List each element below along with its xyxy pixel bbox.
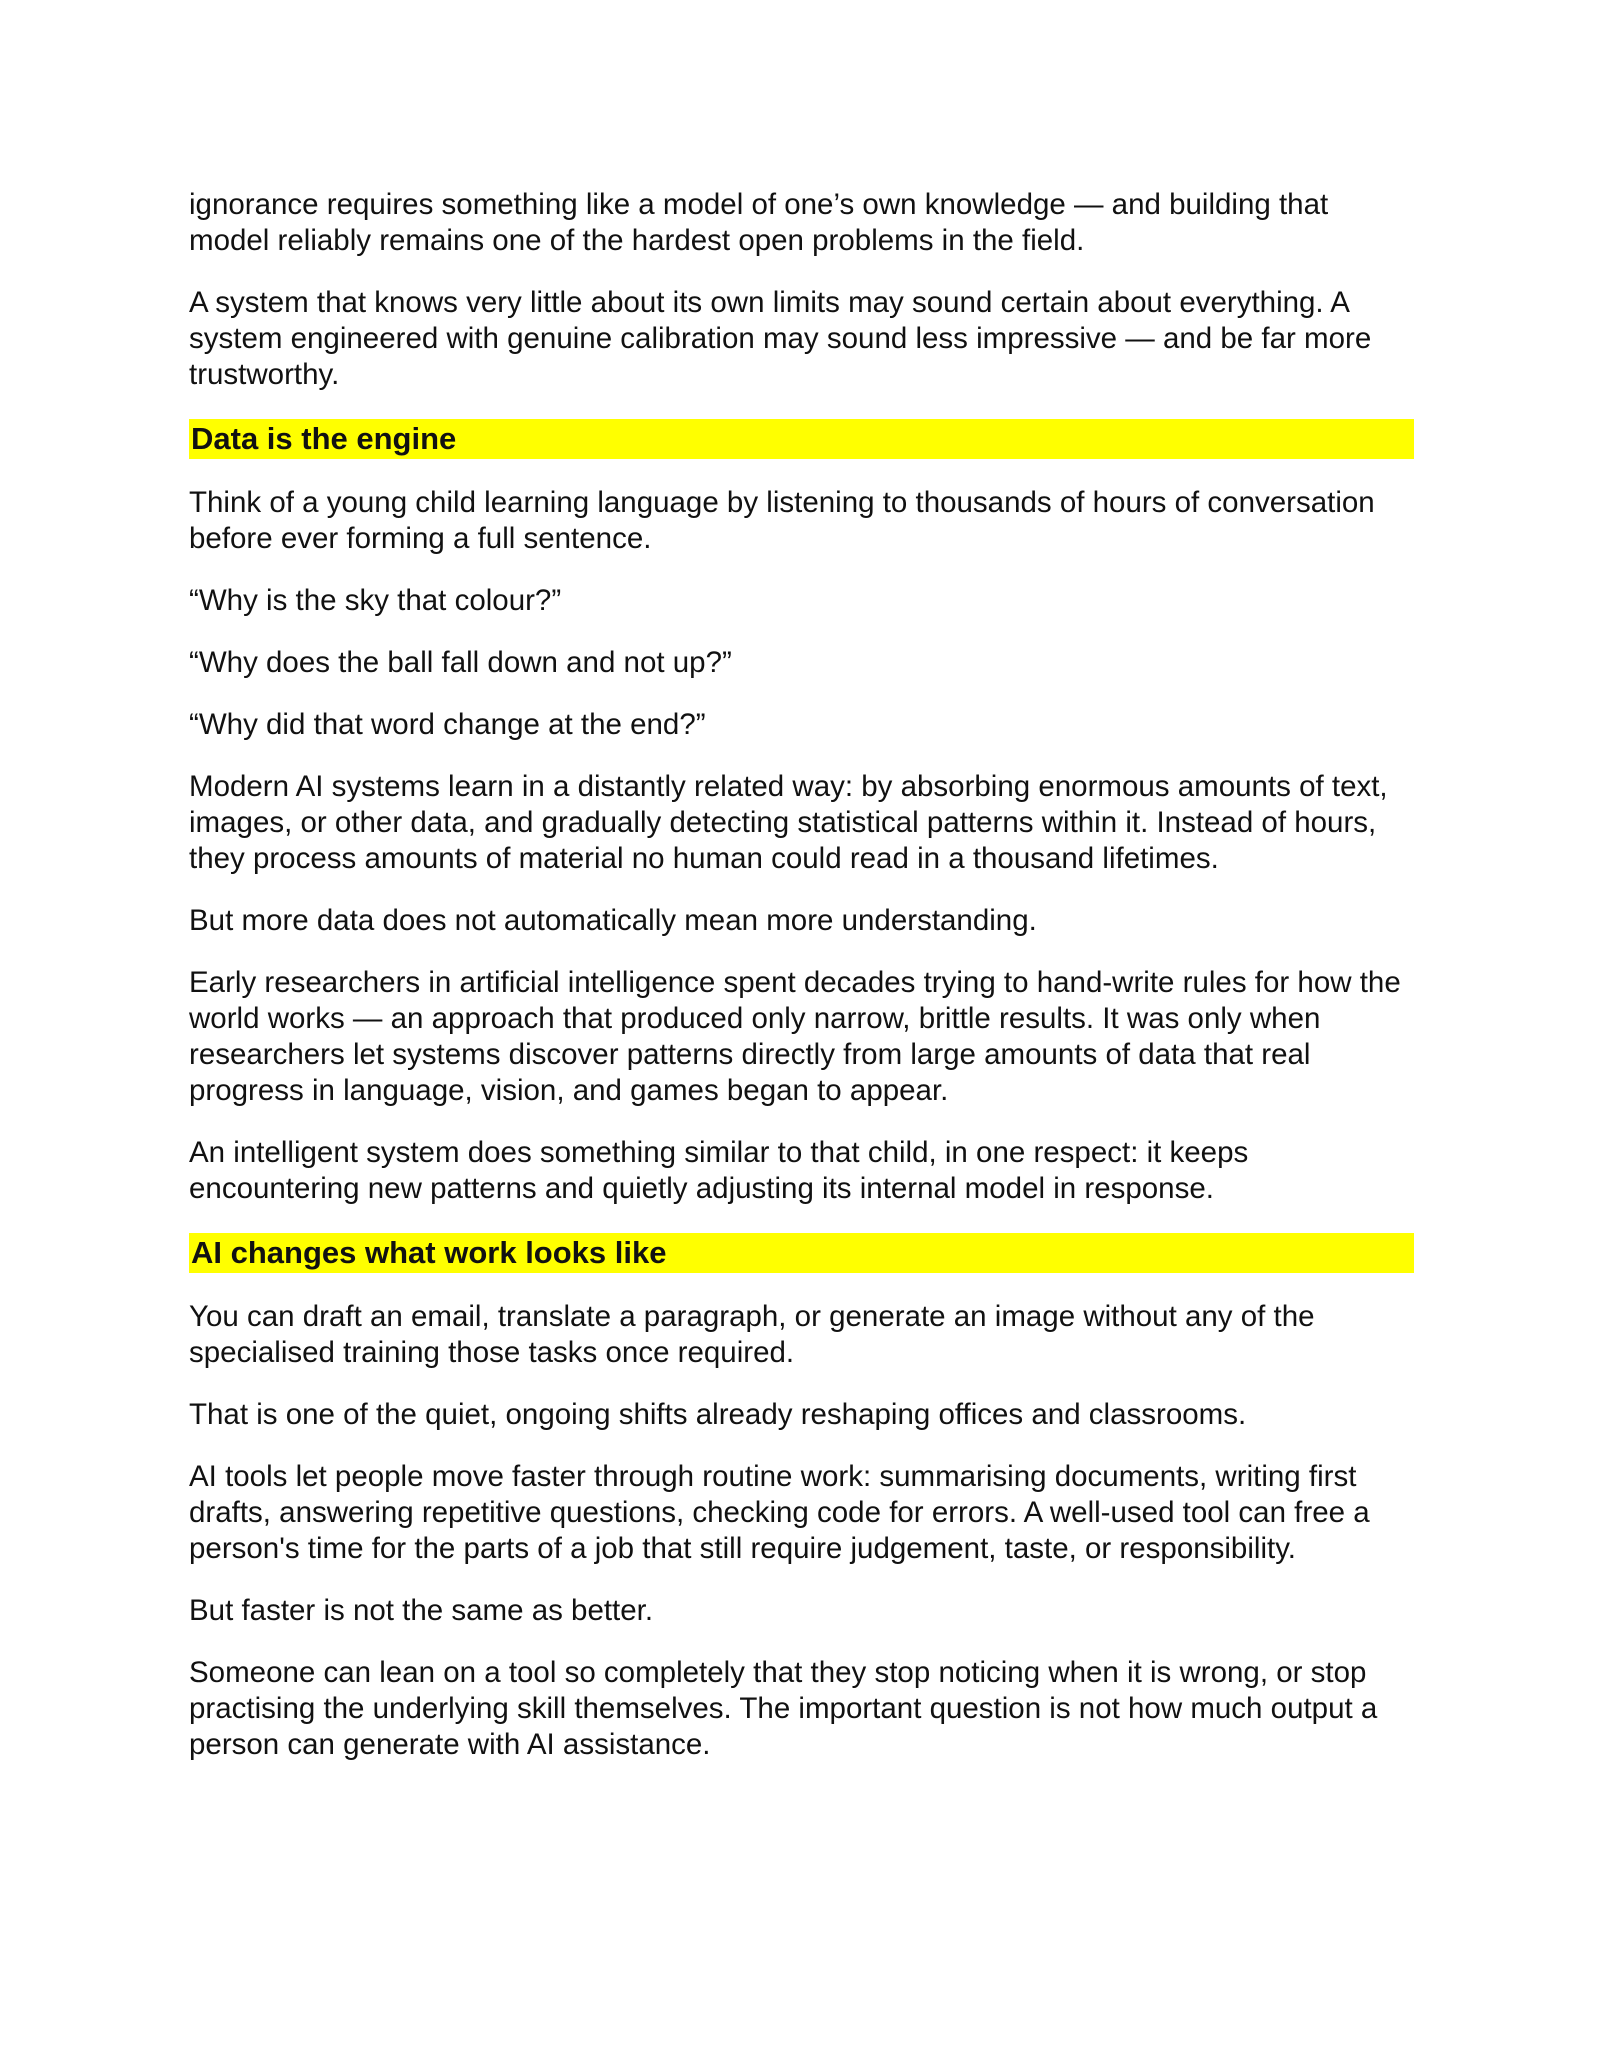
section-heading-ai-work: AI changes what work looks like bbox=[189, 1233, 1414, 1273]
paragraph: ignorance requires something like a model of one’s own knowledge — and building that model reliably remains one of the hardest open problems in the field. bbox=[189, 188, 1329, 257]
paragraph: You can draft an email, translate a paragraph, or generate an image without any of the specialised training those tasks once required. bbox=[189, 1300, 1315, 1369]
paragraph: But more data does not automatically mean more understanding. bbox=[189, 904, 1037, 937]
document-body bbox=[189, 187, 1414, 1789]
paragraph: AI tools let people move faster through routine work: summarising documents, writing first drafts, answering repetitive questions, checking code for errors. A well-used tool can free a person's time for the parts of a job that still require judgement, taste, or responsibility. bbox=[189, 1460, 1370, 1565]
paragraph: A system that knows very little about its own limits may sound certain about everything. A system engineered with genuine calibration may sound less impressive — and be far more trustworthy. bbox=[189, 286, 1372, 391]
paragraph: Early researchers in artificial intelligence spent decades trying to hand-write rules for how the world works — an approach that produced only narrow, brittle results. It was only when researchers let systems discover patterns directly from large amounts of data that real progress in language, vision, and games began to appear. bbox=[189, 966, 1401, 1107]
paragraph: Someone can lean on a tool so completely that they stop noticing when it is wrong, or stop practising the underlying skill themselves. The important question is not how much output a person can generate with AI assistance. bbox=[189, 1656, 1378, 1761]
quote-line: “Why does the ball fall down and not up?” bbox=[189, 646, 732, 679]
paragraph: Modern AI systems learn in a distantly related way: by absorbing enormous amounts of text, images, or other data, and gradually detecting statistical patterns within it. Instead of hours, they process amounts of material no human could read in a thousand lifetimes. bbox=[189, 770, 1388, 875]
quote-line: “Why did that word change at the end?” bbox=[189, 708, 706, 741]
paragraph: But faster is not the same as better. bbox=[189, 1594, 654, 1627]
quote-line: “Why is the sky that colour?” bbox=[189, 584, 562, 617]
paragraph: Think of a young child learning language by listening to thousands of hours of conversation before ever forming a full sentence. bbox=[189, 486, 1375, 555]
paragraph: An intelligent system does something similar to that child, in one respect: it keeps encountering new patterns and quietly adjusting its internal model in response. bbox=[189, 1136, 1249, 1205]
section-heading-data-engine: Data is the engine bbox=[189, 419, 1414, 459]
paragraph: That is one of the quiet, ongoing shifts already reshaping offices and classrooms. bbox=[189, 1398, 1247, 1431]
